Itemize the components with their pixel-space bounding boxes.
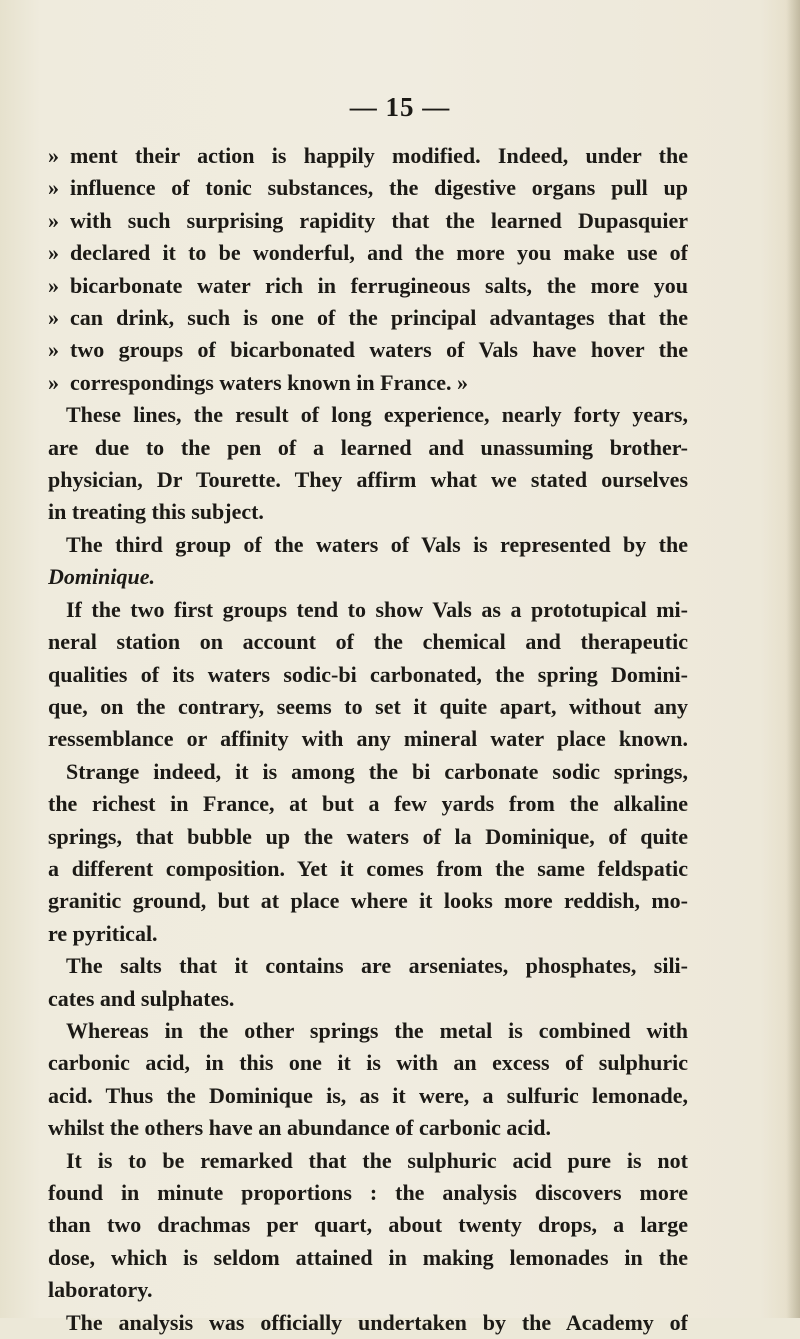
text-line: » correspondings waters known in France. » xyxy=(48,367,688,399)
text-line: que, on the contrary, seems to set it quite apart, without any xyxy=(48,693,688,719)
text-line: Strange indeed, it is among the bi carbonate sodic springs, xyxy=(66,758,688,784)
text-line: than two drachmas per quart, about twenty drops, a large xyxy=(48,1212,688,1238)
text-line: found in minute proportions : the analysis discovers more xyxy=(48,1180,688,1205)
text-line: neral station on account of the chemical and therapeutic xyxy=(48,629,688,655)
quote-mark: » xyxy=(48,175,59,201)
quote-mark: » xyxy=(48,305,59,331)
text-line: » bicarbonate water rich in ferrugineous salts, the more you xyxy=(48,270,688,302)
text-line: » with such surprising rapidity that the learned Dupasquier xyxy=(48,205,688,237)
text-line: carbonic acid, in this one it is with an excess of sulphuric xyxy=(48,1050,688,1076)
text-line: qualities of its waters sodic-bi carbonated, the spring Domini- xyxy=(48,661,688,687)
text-line: are due to the pen of a learned and unassuming brother- xyxy=(48,434,688,460)
text-line: » declared it to be wonderful, and the more you make use of xyxy=(48,237,688,269)
body-text xyxy=(48,140,688,1339)
text-line: ressemblance or affinity with any mineral water place known. xyxy=(48,726,688,752)
text-line: » ment their action is happily modified. Indeed, under the xyxy=(48,140,688,172)
text-line: physician, Dr Tourette. They affirm what we stated ourselves xyxy=(48,467,688,493)
text-line: Whereas in the other springs the metal is combined with xyxy=(66,1017,688,1043)
text-line: a different composition. Yet it comes from the same feldspatic xyxy=(48,855,688,881)
quote-mark: » xyxy=(48,369,59,395)
text-line: re pyritical. xyxy=(48,920,158,946)
text-line: The third group of the waters of Vals is represented by the xyxy=(66,531,688,557)
text-line xyxy=(48,561,688,593)
text-line: If the two first groups tend to show Vals as a prototupical mi- xyxy=(66,596,688,622)
text-line: the richest in France, at but a few yards from the alkaline xyxy=(48,791,688,817)
text-line: The analysis was officially undertaken by the Academy of xyxy=(66,1309,688,1335)
text-line: The salts that it contains are arseniates, phosphates, sili- xyxy=(66,953,688,979)
text-line: in treating this subject. xyxy=(48,499,264,525)
text-line: laboratory. xyxy=(48,1277,153,1303)
quote-mark: » xyxy=(48,272,59,298)
quote-mark: » xyxy=(48,337,59,363)
text-line: cates and sulphates. xyxy=(48,985,235,1011)
text-line: These lines, the result of long experience, nearly forty years, xyxy=(66,402,688,428)
text-line: whilst the others have an abundance of carbonic acid. xyxy=(48,1115,551,1141)
quote-mark: » xyxy=(48,240,59,266)
text-line: granitic ground, but at place where it looks more reddish, mo- xyxy=(48,888,688,914)
text-line: It is to be remarked that the sulphuric acid pure is not xyxy=(66,1147,688,1173)
text-line: » two groups of bicarbonated waters of Vals have hover the xyxy=(48,334,688,366)
text-line: springs, that bubble up the waters of la Dominique, of quite xyxy=(48,823,688,849)
page-edge-shadow xyxy=(786,0,800,1318)
text-line: » can drink, such is one of the principal advantages that the xyxy=(48,302,688,334)
page-number: — 15 — xyxy=(349,92,451,122)
text-line: » influence of tonic substances, the digestive organs pull up xyxy=(48,172,688,204)
text-line: acid. Thus the Dominique is, as it were, a sulfuric lemonade, xyxy=(48,1082,688,1108)
text-line: dose, which is seldom attained in making lemonades in the xyxy=(48,1244,688,1270)
quote-mark: » xyxy=(48,143,59,168)
italic-title: Dominique. xyxy=(48,564,155,590)
quote-mark: » xyxy=(48,207,59,233)
